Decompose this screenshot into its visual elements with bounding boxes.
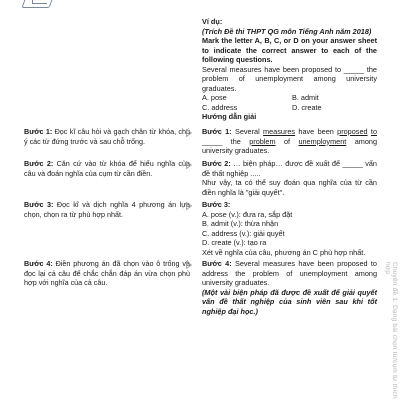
right-step-1-text: among university graduates.: [202, 136, 378, 155]
step-3-arrow-icon: [186, 202, 192, 210]
left-step-3-text: Đọc kĩ và dịch nghĩa 4 phương án lựa chọn, chọn ra từ phù hợp nhất.: [24, 200, 191, 219]
keyword-unemployment: unemployment: [298, 136, 347, 146]
right-step-1: [202, 127, 377, 156]
keyword-proposed: proposed: [337, 127, 368, 136]
right-step-2: [202, 159, 377, 197]
right-step-4-text: Several measures have been proposed to address the problem of unemployment among university graduates.: [202, 259, 377, 287]
right-step-1-text: _____ the: [202, 136, 250, 146]
step-1-arrow-icon: [186, 129, 192, 137]
left-step-2-label: Bước 2:: [24, 159, 54, 168]
side-chapter-title: Chuyên đề 1: Dạng bài chọn từ/cụm từ thích hợp: [384, 262, 398, 399]
options-row-2: [202, 103, 377, 113]
left-step-4-label: Bước 4:: [24, 259, 53, 268]
option-b: B. admit: [292, 93, 319, 102]
left-step-2-text: Căn cứ vào từ khóa để hiểu nghĩa của câu và đoán nghĩa của cụm từ cần điền.: [24, 159, 190, 178]
keyword-problem: problem: [249, 136, 276, 146]
options-row-1: [202, 93, 377, 103]
right-step-1-label: Bước 1:: [202, 127, 232, 136]
right-step-4-translation: (Một vài biện pháp đã được đề xuất để giải quyết vấn đề thất nghiệp của sinh viên sau khi tốt nghiệp đại học.): [202, 287, 377, 316]
right-step-3-option-a: A. pose (v.): đưa ra, sắp đặt: [202, 209, 293, 219]
example-source: (Trích Đề thi THPT QG môn Tiếng Anh năm 2018): [202, 26, 372, 36]
right-step-3-note: Xét về nghĩa của câu, phương án C phù hợp nhất.: [202, 247, 366, 257]
right-step-3-label: Bước 3:: [202, 200, 231, 209]
header-logo-fragment-inner: [32, 0, 47, 4]
right-step-3-option-b: B. admit (v.): thừa nhận: [202, 219, 279, 228]
example-instruction: Mark the letter A, B, C, or D on your answer sheet to indicate the correct answer to each of the following questions.: [202, 36, 377, 64]
option-d: D. create: [292, 102, 322, 112]
right-step-1-text: Several: [234, 127, 264, 136]
step-2-arrow-icon: [186, 161, 192, 169]
guide-heading: Hướng dẫn giải: [202, 112, 257, 121]
right-step-3-option-d: D. create (v.): tạo ra: [202, 238, 267, 247]
left-step-3-label: Bước 3:: [24, 200, 54, 209]
right-step-1-text: of: [275, 136, 299, 146]
left-step-1-text: Đọc kĩ câu hỏi và gạch chân từ khóa, chú ý các từ đứng trước và sau chỗ trống.: [24, 127, 191, 146]
left-step-1: [24, 127, 190, 146]
example-question: Several measures have been proposed to _____ the problem of unemployment among university graduates.: [202, 64, 377, 93]
right-step-3: [202, 200, 377, 257]
keyword-to: to: [370, 127, 378, 136]
step-4-arrow-icon: [186, 261, 192, 269]
example-block: [202, 17, 377, 122]
right-step-4: [202, 259, 377, 316]
option-c: C. address: [202, 102, 238, 112]
right-step-2-label: Bước 2:: [202, 159, 231, 168]
left-step-2: [24, 159, 190, 178]
right-step-4-label: Bước 4:: [202, 259, 232, 268]
left-step-4: [24, 259, 190, 288]
right-step-2-note: Như vậy, ta có thể suy đoán qua nghĩa của từ cần điền nghĩa là "giải quyết".: [202, 178, 377, 197]
left-step-1-label: Bước 1:: [24, 127, 53, 136]
example-heading: Ví dụ:: [202, 17, 223, 26]
right-step-2-text: … biện pháp… được đề xuất để _____ vấn đề thất nghiệp .....: [202, 159, 377, 178]
left-step-4-text: Điền phương án đã chọn vào ô trống và đọc lại cả câu để chắc chắn đáp án vừa chọn phù hợp với nghĩa của cả câu.: [24, 259, 191, 287]
right-step-3-option-c: C. address (v.): giải quyết: [202, 228, 285, 238]
option-a: A. pose: [202, 93, 227, 102]
right-step-1-text: have been: [295, 127, 338, 136]
left-step-3: [24, 200, 190, 219]
keyword-measures: measures: [263, 127, 296, 136]
